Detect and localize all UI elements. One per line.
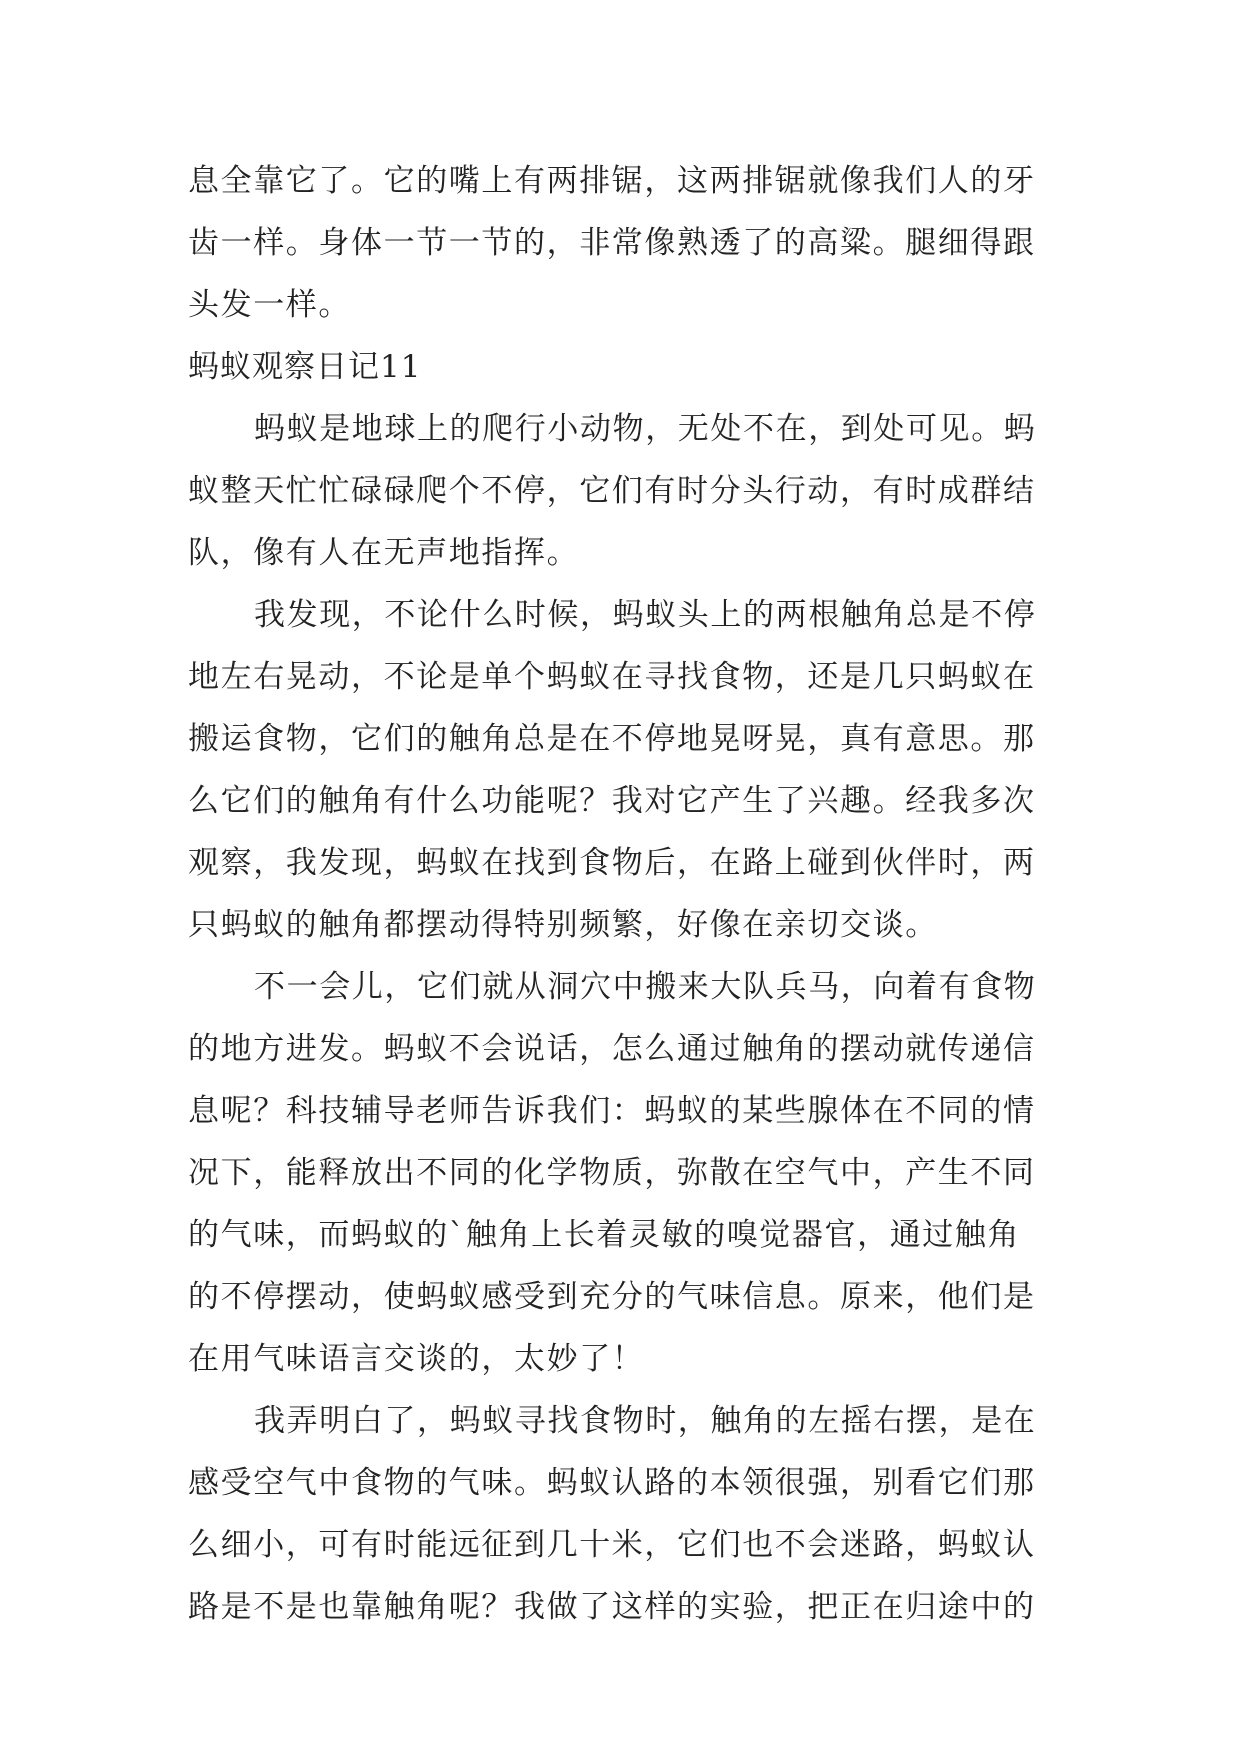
paragraph-1 xyxy=(188,398,1058,584)
text-line: 齿一样。身体一节一节的，非常像熟透了的高粱。腿细得跟 xyxy=(188,225,1036,261)
text-line: 我发现，不论什么时候，蚂蚁头上的两根触角总是不停 xyxy=(254,597,1037,633)
text-line: 息呢？科技辅导老师告诉我们：蚂蚁的某些腺体在不同的情 xyxy=(188,1093,1036,1129)
text-line: 不一会儿，它们就从洞穴中搬来大队兵马，向着有食物 xyxy=(254,969,1037,1005)
text-line: 观察，我发现，蚂蚁在找到食物后，在路上碰到伙伴时，两 xyxy=(188,845,1036,881)
text-line: 的地方进发。蚂蚁不会说话，怎么通过触角的摆动就传递信 xyxy=(188,1031,1036,1067)
text-line: 么细小，可有时能远征到几十米，它们也不会迷路，蚂蚁认 xyxy=(188,1527,1036,1563)
text-line: 搬运食物，它们的触角总是在不停地晃呀晃，真有意思。那 xyxy=(188,721,1036,757)
paragraph-4 xyxy=(188,1390,1058,1638)
text-line: 蚂蚁是地球上的爬行小动物，无处不在，到处可见。蚂 xyxy=(254,411,1037,447)
text-line: 地左右晃动，不论是单个蚂蚁在寻找食物，还是几只蚂蚁在 xyxy=(188,659,1036,695)
text-line: 只蚂蚁的触角都摆动得特别频繁，好像在亲切交谈。 xyxy=(188,907,938,943)
text-line: 况下，能释放出不同的化学物质，弥散在空气中，产生不同 xyxy=(188,1155,1036,1191)
continuation-text xyxy=(188,150,1058,336)
text-line: 么它们的触角有什么功能呢？我对它产生了兴趣。经我多次 xyxy=(188,783,1036,819)
text-line: 的气味，而蚂蚁的`触角上长着灵敏的嗅觉器官，通过触角 xyxy=(188,1217,1021,1253)
text-line: 的不停摆动，使蚂蚁感受到充分的气味信息。原来，他们是 xyxy=(188,1279,1036,1315)
text-line: 感受空气中食物的气味。蚂蚁认路的本领很强，别看它们那 xyxy=(188,1465,1036,1501)
paragraph-3 xyxy=(188,956,1058,1390)
text-line: 头发一样。 xyxy=(188,287,351,323)
text-line: 在用气味语言交谈的，太妙了！ xyxy=(188,1341,645,1377)
text-line: 队，像有人在无声地指挥。 xyxy=(188,535,580,571)
diary-heading: 蚂蚁观察日记11 xyxy=(188,349,422,385)
text-line: 蚁整天忙忙碌碌爬个不停，它们有时分头行动，有时成群结 xyxy=(188,473,1036,509)
text-line: 路是不是也靠触角呢？我做了这样的实验，把正在归途中的 xyxy=(188,1589,1036,1625)
document-page xyxy=(188,150,1058,1638)
text-line: 我弄明白了，蚂蚁寻找食物时，触角的左摇右摆，是在 xyxy=(254,1403,1037,1439)
text-line: 息全靠它了。它的嘴上有两排锯，这两排锯就像我们人的牙 xyxy=(188,163,1036,199)
paragraph-2 xyxy=(188,584,1058,956)
